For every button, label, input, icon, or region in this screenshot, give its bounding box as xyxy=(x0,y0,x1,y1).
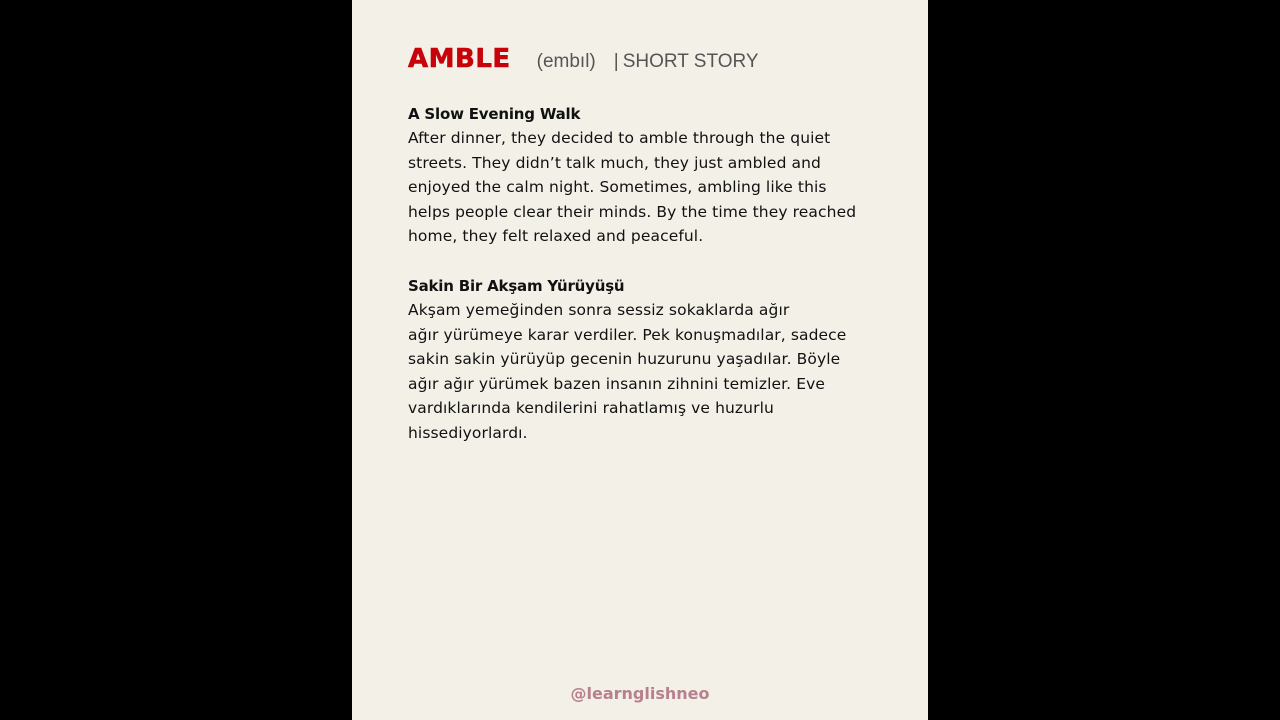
english-title: A Slow Evening Walk xyxy=(408,105,581,123)
vocabulary-word: AMBLE xyxy=(408,44,511,74)
story-line: sakin sakin yürüyüp gecenin huzurunu yaşadılar. Böyle xyxy=(408,350,841,369)
story-line: ağır ağır yürümek bazen insanın zihnini temizler. Eve xyxy=(408,374,826,393)
story-line: After dinner, they decided to amble through the quiet xyxy=(408,129,831,147)
story-line: vardıklarında kendilerini rahatlamış ve huzurlu xyxy=(408,399,774,418)
story-line: streets. They didn’t talk much, they just ambled and xyxy=(408,153,821,172)
story-line: enjoyed the calm night. Sometimes, ambling like this xyxy=(408,178,827,197)
story-line: ağır yürümeye karar verdiler. Pek konuşmadılar, sadece xyxy=(408,325,847,344)
turkish-title: Sakin Bir Akşam Yürüyüşü xyxy=(408,277,625,295)
story-line: Akşam yemeğinden sonra sessiz sokaklarda ağır xyxy=(408,301,790,319)
story-card xyxy=(352,0,928,720)
story-line: helps people clear their minds. By the time they reached xyxy=(408,202,857,221)
pronunciation: (embıl) xyxy=(536,51,596,72)
story-line: hissediyorlardı. xyxy=(408,423,528,442)
section-label: SHORT STORY xyxy=(622,51,759,72)
story-line: home, they felt relaxed and peaceful. xyxy=(408,227,704,246)
header xyxy=(408,44,759,84)
english-story xyxy=(408,102,888,249)
separator: | xyxy=(613,51,619,72)
turkish-story xyxy=(408,274,888,446)
turkish-body xyxy=(408,298,888,446)
english-body xyxy=(408,126,888,249)
social-handle: @learnglishneo xyxy=(570,684,710,703)
